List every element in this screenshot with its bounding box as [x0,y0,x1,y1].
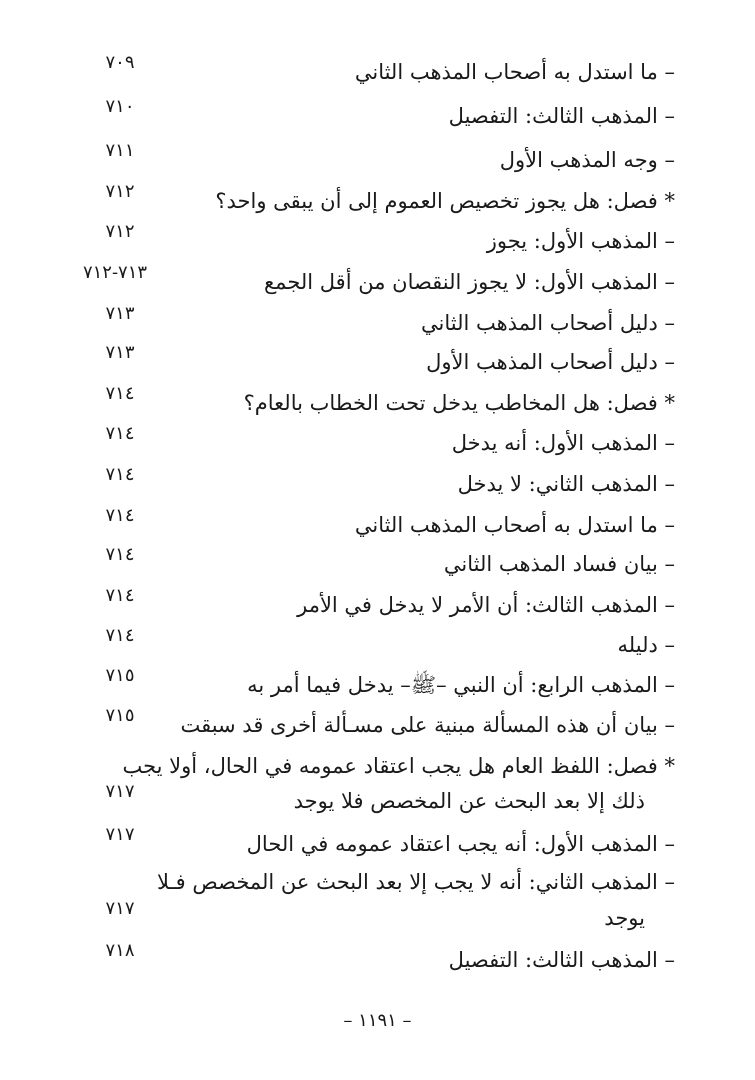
entry-page-ref: ٧١٧ [105,824,135,845]
entry-title: – المذهب الأول: أنه يدخل [451,431,675,455]
index-entry [70,464,675,504]
entry-title: – المذهب الثاني: أنه لا يجب إلا بعد البحث عن المخصص فـلا [156,870,675,894]
entry-title: – دليل أصحاب المذهب الأول [426,350,675,374]
entry-page-ref: ٧١٤ [105,423,135,444]
entry-title: – ما استدل به أصحاب المذهب الثاني [354,60,675,84]
entry-title: – بيان أن هذه المسألة مبنية على مسـألة أخرى قد سبقت [180,713,675,737]
entry-title: يوجد [604,906,645,930]
entry-page-ref: ٧١٤ [105,505,135,526]
entry-title: – المذهب الثاني: لا يدخل [457,472,675,496]
entry-page-ref: ٧١٧ [105,898,135,919]
entry-page-ref: ٧١٢ [105,181,135,202]
entry-title: – المذهب الرابع: أن النبي –ﷺ– يدخل فيما أمر به [247,673,675,697]
index-entry [70,96,675,136]
entry-page-ref: ٧٠٩ [105,52,135,73]
index-entry [70,544,675,584]
entry-title: ذلك إلا بعد البحث عن المخصص فلا يوجد [293,789,645,813]
entry-title: – وجه المذهب الأول [499,148,675,172]
index-entry [70,898,675,938]
entry-title: – دليله [617,633,675,657]
entry-page-ref: ٧١٨ [105,940,135,961]
entry-title: – المذهب الأول: لا يجوز النقصان من أقل الجمع [264,270,675,294]
entry-title: – المذهب الأول: أنه يجب اعتقاد عمومه في الحال [246,832,675,856]
index-entry [70,262,675,302]
page-number: – ١١٩١ – [343,1010,412,1031]
entry-page-ref: ٧١٢ [105,221,135,242]
entry-page-ref: ٧١٤ [105,625,135,646]
entry-page-ref: ٧١٣ [105,342,135,363]
entry-title: – المذهب الثالث: أن الأمر لا يدخل في الأمر [297,593,675,617]
entry-page-ref: ٧١٥ [105,665,135,686]
entry-page-ref: ٧١٤ [105,585,135,606]
entry-page-ref: ٧١١ [105,140,135,161]
entry-title: * فصل: هل المخاطب يدخل تحت الخطاب بالعام؟ [243,391,675,415]
index-entry [70,342,675,382]
entry-page-ref: ٧١٥ [105,705,135,726]
entry-title: – المذهب الأول: يجوز [486,229,675,253]
entry-page-ref: ٧١٧ [105,781,135,802]
entry-title: * فصل: اللفظ العام هل يجب اعتقاد عمومه في الحال، أولا يجب [122,754,675,778]
entry-page-ref: ٧١٣ [105,303,135,324]
entry-title: – دليل أصحاب المذهب الثاني [421,311,675,335]
entry-title: * فصل: هل يجوز تخصيص العموم إلى أن يبقى واحد؟ [215,189,675,213]
entry-title: – بيان فساد المذهب الثاني [443,552,675,576]
index-entry [70,705,675,745]
index-entry [70,940,675,980]
index-entry [70,423,675,463]
index-entry [70,781,675,821]
index-entry [70,221,675,261]
entry-page-ref: ٧١٣-٧١٢ [82,262,148,283]
index-entry [70,140,675,180]
index-entry [70,52,675,92]
entry-title: – المذهب الثالث: التفصيل [448,948,675,972]
entry-title: – المذهب الثالث: التفصيل [448,104,675,128]
index-entry [70,824,675,864]
entry-page-ref: ٧١٤ [105,464,135,485]
entry-title: – ما استدل به أصحاب المذهب الثاني [354,513,675,537]
entry-page-ref: ٧١٠ [105,96,135,117]
entry-page-ref: ٧١٤ [105,544,135,565]
entry-page-ref: ٧١٤ [105,383,135,404]
